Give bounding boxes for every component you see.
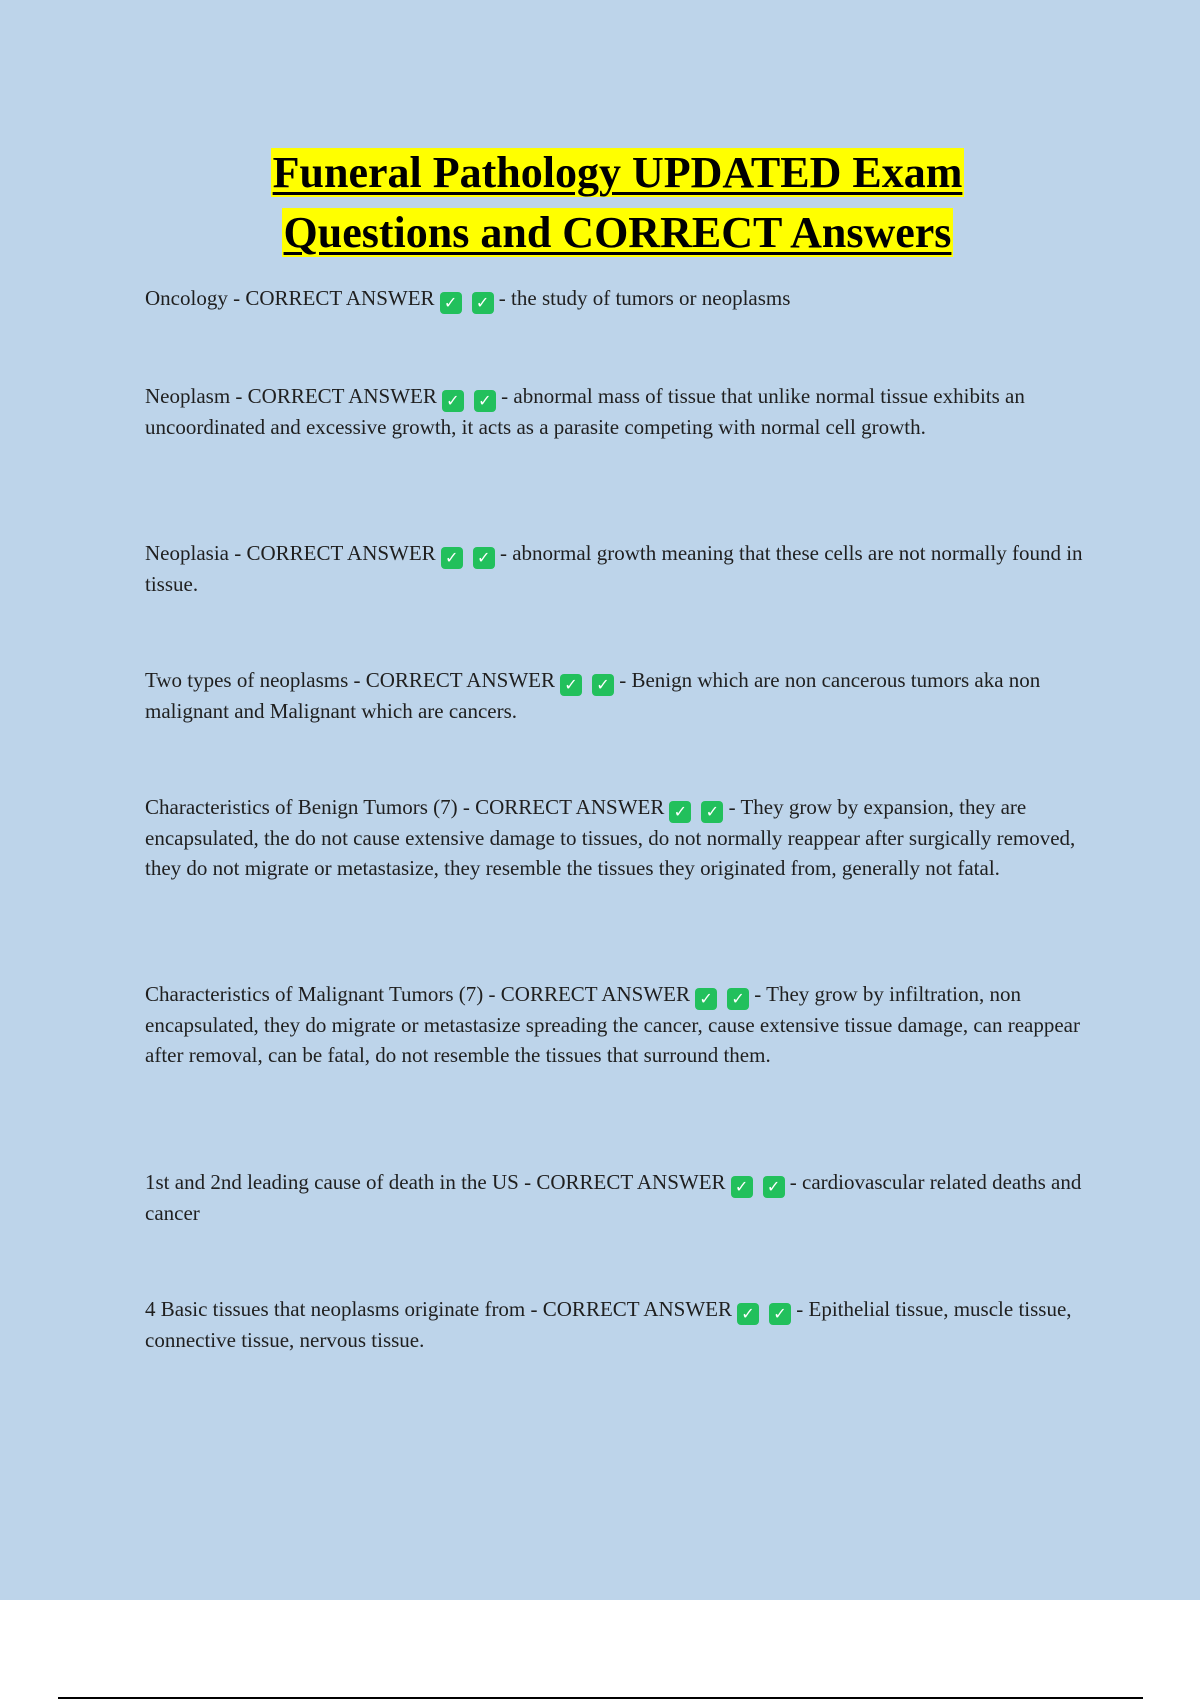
check-box-icon: ✓ [442,390,464,412]
qa-term: Neoplasia - CORRECT ANSWER [145,541,436,565]
check-box-icon: ✓ [769,1303,791,1325]
qa-answer: - Benign which are non cancerous tumors aka non malignant and Malignant which are cancers. [145,668,1041,723]
check-box-icon: ✓ [731,1176,753,1198]
check-box-icon: ✓ [737,1303,759,1325]
qa-entry [145,1167,1090,1228]
title-line-1: Funeral Pathology UPDATED Exam [272,148,963,197]
document-title [145,143,1090,263]
qa-answer: - They grow by expansion, they are encapsulated, the do not cause extensive damage to tissues, do not normally reappear after surgically removed, they do not migrate or metastasize, they resemble the tissues they originated from, generally not fatal. [145,795,1076,880]
qa-entry [145,979,1090,1070]
qa-entry [145,665,1090,726]
check-box-icon: ✓ [472,292,494,314]
qa-answer: - the study of tumors or neoplasms [498,286,791,310]
check-box-icon: ✓ [669,801,691,823]
qa-term: Characteristics of Malignant Tumors (7) - CORRECT ANSWER [145,982,691,1006]
qa-answer: - abnormal growth meaning that these cells are not normally found in tissue. [145,541,1083,596]
check-box-icon: ✓ [701,801,723,823]
qa-entry [145,792,1090,883]
qa-answer: - abnormal mass of tissue that unlike normal tissue exhibits an uncoordinated and excessive growth, it acts as a parasite competing with normal cell growth. [145,384,1025,439]
check-box-icon: ✓ [763,1176,785,1198]
qa-term: 1st and 2nd leading cause of death in the US - CORRECT ANSWER [145,1170,726,1194]
check-box-icon: ✓ [560,674,582,696]
qa-answer: - They grow by infiltration, non encapsulated, they do migrate or metastasize spreading the cancer, cause extensive tissue damage, can reappear after removal, can be fatal, do not resemble the tissues that surround them. [145,982,1080,1067]
check-box-icon: ✓ [441,547,463,569]
check-box-icon: ✓ [592,674,614,696]
footer-divider [58,1697,1143,1699]
qa-term: 4 Basic tissues that neoplasms originate from - CORRECT ANSWER [145,1297,732,1321]
check-box-icon: ✓ [695,988,717,1010]
qa-term: Neoplasm - CORRECT ANSWER [145,384,437,408]
qa-answer: - cardiovascular related deaths and cancer [145,1170,1082,1225]
qa-term: Characteristics of Benign Tumors (7) - CORRECT ANSWER [145,795,665,819]
qa-term: Two types of neoplasms - CORRECT ANSWER [145,668,555,692]
check-box-icon: ✓ [440,292,462,314]
qa-entry [145,381,1090,442]
qa-entry [145,1294,1090,1355]
qa-entry [145,538,1090,599]
title-line-2: Questions and CORRECT Answers [283,208,952,257]
check-box-icon: ✓ [473,547,495,569]
qa-entry [145,283,1090,314]
qa-term: Oncology - CORRECT ANSWER [145,286,435,310]
qa-answer: - Epithelial tissue, muscle tissue, connective tissue, nervous tissue. [145,1297,1072,1352]
check-box-icon: ✓ [474,390,496,412]
check-box-icon: ✓ [727,988,749,1010]
